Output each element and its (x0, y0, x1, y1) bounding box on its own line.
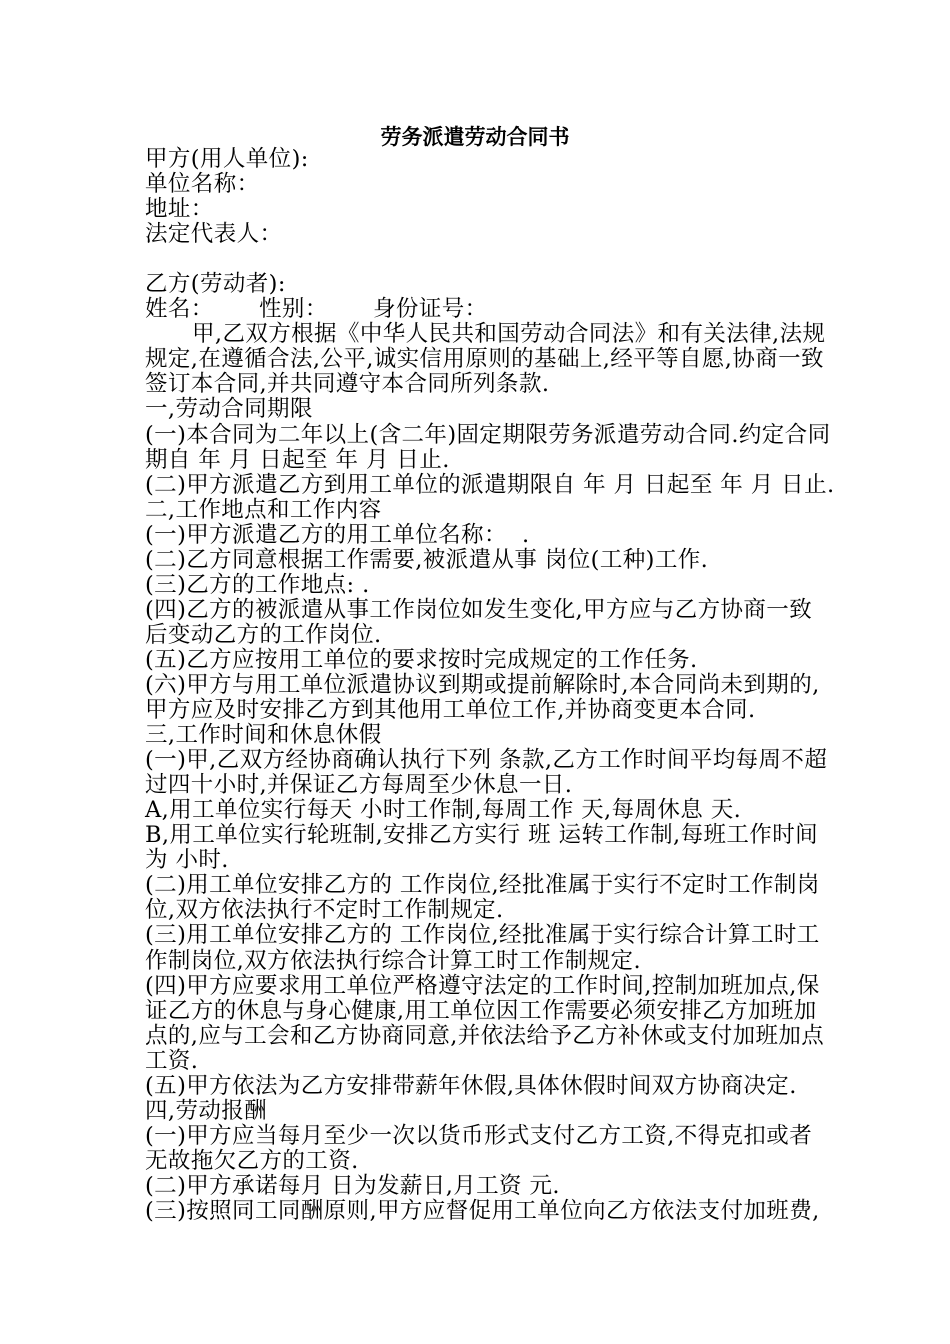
text-line: (五)乙方应按用工单位的要求按时完成规定的工作任务. (145, 646, 698, 673)
text-line: (三)按照同工同酬原则,甲方应督促用工单位向乙方依法支付加班费, (145, 1197, 820, 1224)
text-line: 为 小时. (145, 847, 229, 874)
text-line: 签订本合同,并共同遵守本合同所列条款. (145, 371, 550, 398)
blank-line (145, 247, 825, 272)
text-line: (一)甲,乙双方经协商确认执行下列 条款,乙方工作时间平均每周不超 (145, 747, 828, 774)
text-line: 期自 年 月 日起至 年 月 日止. (145, 446, 450, 473)
text-line: 四,劳动报酬 (145, 1097, 268, 1124)
text-line: 作制岗位,双方依法执行综合计算工时工作制规定. (145, 947, 642, 974)
text-line: 证乙方的休息与身心健康,用工单位因工作需要必须安排乙方加班加 (145, 997, 817, 1024)
text-line: 二,工作地点和工作内容 (145, 496, 382, 523)
text-line: (五)甲方依法为乙方安排带薪年休假,具体休假时间双方协商决定. (145, 1072, 797, 1099)
text-line: 三,工作时间和休息休假 (145, 722, 382, 749)
text-line: B,用工单位实行轮班制,安排乙方实行 班 运转工作制,每班工作时间 (145, 822, 818, 849)
text-line: 工资. (145, 1047, 199, 1074)
text-line: A,用工单位实行每天 小时工作制,每周工作 天,每周休息 天. (145, 797, 742, 824)
text-line: 点的,应与工会和乙方协商同意,并依法给予乙方补休或支付加班加点 (145, 1022, 825, 1049)
text-line: 单位名称： (145, 171, 260, 198)
text-line: (一)甲方应当每月至少一次以货币形式支付乙方工资,不得克扣或者 (145, 1122, 813, 1149)
text-line: 姓名： 性别： 身份证号： (145, 296, 488, 323)
text-line: (二)甲方派遣乙方到用工单位的派遣期限自 年 月 日起至 年 月 日止. (145, 471, 835, 498)
text-line: (三)乙方的工作地点: . (145, 571, 370, 598)
text-line: 过四十小时,并保证乙方每周至少休息一日. (145, 772, 573, 799)
document-title: 劳务派遣劳动合同书 (380, 124, 570, 149)
text-line: (二)乙方同意根据工作需要,被派遣从事 岗位(工种)工作. (145, 546, 709, 573)
text-line: 位,双方依法执行不定时工作制规定. (145, 897, 504, 924)
document-body (145, 146, 835, 1224)
text-line: (二)用工单位安排乙方的 工作岗位,经批准属于实行不定时工作制岗 (145, 872, 820, 899)
text-line: 地址： (145, 196, 214, 223)
text-line: 一,劳动合同期限 (145, 396, 313, 423)
text-line: 无故拖欠乙方的工资. (145, 1147, 359, 1174)
text-line: (一)甲方派遣乙方的用工单位名称： . (145, 521, 530, 548)
text-line: (一)本合同为二年以上(含二年)固定期限劳务派遣劳动合同.约定合同 (145, 421, 831, 448)
text-line: 法定代表人： (145, 221, 283, 248)
text-line: 规定,在遵循合法,公平,诚实信用原则的基础上,经平等自愿,协商一致 (145, 346, 824, 373)
text-line: 后变动乙方的工作岗位. (145, 621, 382, 648)
text-line: 甲,乙双方根据《中华人民共和国劳动合同法》和有关法律,法规 (192, 321, 826, 348)
text-line: 甲方应及时安排乙方到其他用工单位工作,并协商变更本合同. (145, 697, 756, 724)
text-line: 乙方(劳动者): (145, 271, 286, 298)
text-line: (六)甲方与用工单位派遣协议到期或提前解除时,本合同尚未到期的, (145, 671, 820, 698)
text-line: (三)用工单位安排乙方的 工作岗位,经批准属于实行综合计算工时工 (145, 922, 820, 949)
text-line: (四)乙方的被派遣从事工作岗位如发生变化,甲方应与乙方协商一致 (145, 596, 813, 623)
text-line: 甲方(用人单位): (145, 146, 309, 172)
text-line: (四)甲方应要求用工单位严格遵守法定的工作时间,控制加班加点,保 (145, 972, 820, 999)
text-line: (二)甲方承诺每月 日为发薪日,月工资 元. (145, 1172, 560, 1199)
